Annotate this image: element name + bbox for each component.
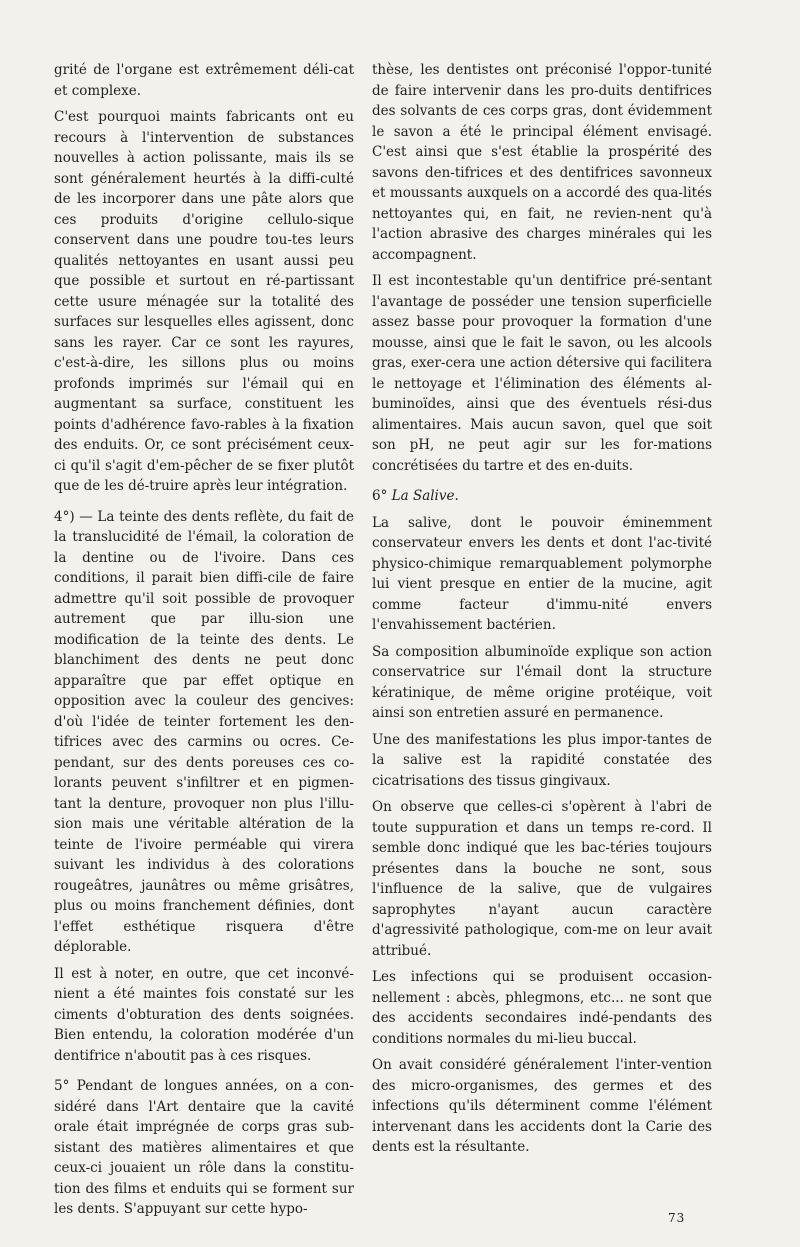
left-column [54, 60, 354, 1226]
paragraph: Sa composition albuminoïde explique son action conservatrice sur l'émail dont la structure kératinique, de même origine protéique, voit ainsi son entretien assuré en permanence. [372, 643, 712, 721]
right-column [372, 60, 712, 1164]
paragraph: La salive, dont le pouvoir éminemment conservateur envers les dents et dont l'ac-tivité physico-chimique remarquablement polymorphe lui vient presque en entier de la mucine, agit comme facteur d'immu-nité envers l'envahissement bactérien. [372, 514, 712, 633]
paragraph: 4°) — La teinte des dents reflète, du fait de la translucidité de l'émail, la coloration de la dentine ou de l'ivoire. Dans ces conditions, il parait bien diffi-cile de faire admettre qu'il soit possible de provoquer autrement que par illu-sion une modification de la teinte des dents. Le blanchiment des dents ne peut donc apparaître que par effet optique en opposition avec la couleur des gencives: d'où l'idée de teinter fortement les den-tifrices avec des carmins ou ocres. Ce-pendant, sur des dents poreuses ces co-lorants peuvent s'infiltrer et en pigmen-tant la denture, provoquer non plus l'illu-sion mais une véritable altération de la teinte de l'ivoire perméable qui virera suivant les individus à des colorations rougeâtres, jaunâtres ou même grisâtres, plus ou moins franchement définies, dont l'effet esthétique risquera d'être déplorable. [54, 508, 354, 955]
paragraph: Il est incontestable qu'un dentifrice pré-sentant l'avantage de posséder une tension superficielle assez basse pour provoquer la formation d'une mousse, ainsi que le fait le savon, ou les alcools gras, exer-cera une action détersive qui facilitera le nettoyage et l'élimination des éléments al-buminoïdes, ainsi que des éventuels rési-dus alimentaires. Mais aucun savon, quel que soit son pH, ne peut agir sur les for-mations concrétisées du tartre et des en-duits. [372, 273, 712, 474]
section-title: La Salive. [391, 488, 459, 504]
section-number: 6° [372, 488, 388, 504]
paragraph: Les infections qui se produisent occasion-nellement : abcès, phlegmons, etc... ne sont que des accidents secondaires indé-pendants des conditions normales du mi-lieu buccal. [372, 969, 712, 1047]
paragraph: grité de l'organe est extrêmement déli-cat et complexe. [54, 62, 354, 99]
paragraph: C'est pourquoi maints fabricants ont eu recours à l'intervention de substances nouvelles à action polissante, mais ils se sont généralement heurtés à la diffi-culté de les incorporer dans une pâte alors que ces produits d'origine cellulo-sique conservent dans une poudre tou-tes leurs qualités nettoyantes en usant aussi peu que possible et surtout en ré-partissant cette usure ménagée sur la totalité des surfaces sur lesquelles elles agissent, donc sans les rayer. Car ce sont les rayures, c'est-à-dire, les sillons plus ou moins profonds imprimés sur l'émail qui en augmentant sa surface, constituent les points d'adhérence favo-rables à la fixation des enduits. Or, ce sont précisément ceux-ci qu'il s'agit d'em-pêcher de se fixer plutôt que de les dé-truire après leur intégration. [54, 109, 354, 494]
paragraph: Une des manifestations les plus impor-tantes de la salive est la rapidité constatée des cicatrisations des tissus gingivaux. [372, 731, 712, 789]
section-heading [372, 486, 712, 507]
paragraph: Il est à noter, en outre, que cet inconvé-nient a été maintes fois constaté sur les ciments d'obturation des dents soignées. Bien entendu, la coloration modérée d'un dentifrice n'aboutit pas à ces risques. [54, 965, 354, 1064]
paragraph: On observe que celles-ci s'opèrent à l'abri de toute suppuration et dans un temps re-cord. Il semble donc indiqué que les bac-téries toujours présentes dans la bouche ne sont, sous l'influence de la salive, que de vulgaires saprophytes n'ayant aucun caractère d'agressivité pathologique, com-me on leur avait attribué. [372, 799, 712, 959]
paragraph: 5° Pendant de longues années, on a con-sidéré dans l'Art dentaire que la cavité orale était imprégnée de corps gras sub-sistant des matières alimentaires et que ceux-ci jouaient un rôle dans la constitu-tion des films et enduits qui se forment sur les dents. S'appuyant sur cette hypo- [54, 1078, 354, 1217]
page-number: 73 [668, 1211, 686, 1225]
paragraph: thèse, les dentistes ont préconisé l'oppor-tunité de faire intervenir dans les pro-duits dentifrices des solvants de ces corps gras, dont évidemment le savon a été le principal élément envisagé. C'est ainsi que s'est établie la prospérité des savons den-tifrices et des dentifrices savonneux et moussants auxquels on a accordé des qua-lités nettoyantes qui, en fait, ne revien-nent qu'à l'action abrasive des charges minérales qui les accompagnent. [372, 62, 712, 263]
paragraph: On avait considéré généralement l'inter-vention des micro-organismes, des germes et des infections qu'ils déterminent comme l'élément intervenant dans les accidents dont la Carie des dents est la résultante. [372, 1057, 712, 1155]
